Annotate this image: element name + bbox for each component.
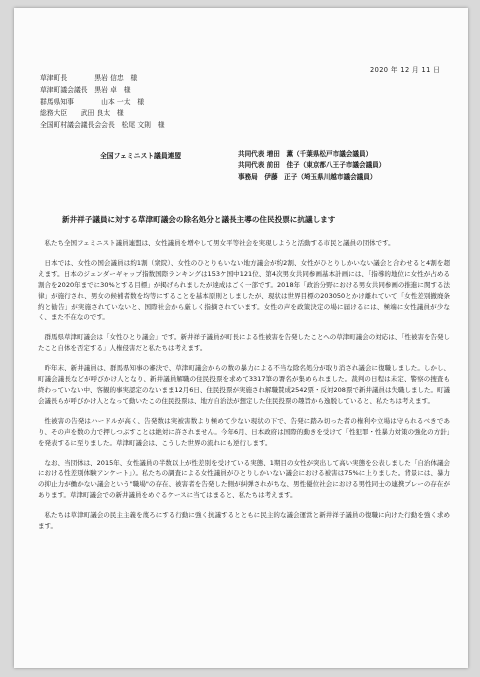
document-page (14, 8, 468, 668)
recipient-line: 総務大臣 武田 良太 様 (40, 109, 124, 118)
recipient-line: 草津町長 黒岩 信忠 様 (40, 74, 138, 82)
document-body (38, 238, 450, 541)
recipient-line: 群馬県知事 山本 一太 様 (40, 97, 145, 106)
contact-line: 共同代表 増田 薫（千葉県松戸市議会議員） (238, 150, 373, 158)
contact-line: 共同代表 前田 佳子（東京都八王子市議会議員） (238, 161, 386, 170)
sender-organization: 全国フェミニスト議員連盟 (100, 152, 182, 160)
body-paragraph: 私たちは草津町議会の民主主義を蔑ろにする行動に強く抗議するとともに民主的な議会運営と新井祥子議員の復職に向けた行動を強く求めます。 (38, 511, 450, 531)
document-date: 2020 年 12 月 11 日 (370, 66, 441, 74)
document-title: 新井祥子議員に対する草津町議会の除名処分と議長主導の住民投票に抗議します (62, 215, 336, 224)
body-paragraph: 日本では、女性の国会議員は約1割（衆院）、女性のひとりもいない地方議会が約2割、女性がひとりしかいない議会と合わせると4割を超えます。日本のジェンダーギャップ指数国際ランキングは153ケ国中121位、第4次男女共同参画基本計画には、「指導的地位に女性が占める割合を2020年までに30%とする目標」が掲げられましたが達成はごく一部です。2018年「政治分野における男女共同参画の推進に関する法律」が施行され、男女の候補者数を均等にすることを基本原則としましたが、現状は世界目標の203050とかけ離れていて「女性差別撤廃条約と勧告」が実施されていないと、国際社会から厳しく指摘されています。女性の声を政策決定の場に届けるには、極端に女性議員が少なく、また不在なのです。 (38, 258, 450, 322)
contact-line: 事務局 伊藤 正子（埼玉県川越市議会議員） (238, 172, 377, 181)
sender-contacts (238, 149, 385, 183)
recipient-line: 全国町村議会議長会会長 松尾 文則 様 (40, 121, 165, 130)
body-paragraph: 群馬県草津町議会は「女性ひとり議会」です。新井祥子議員が町長による性被害を告発したことへの草津町議会の対応は、「性被害を告発したこと自体を否定する」人権侵害だと私たちは考えます。 (38, 333, 450, 353)
body-paragraph: 性被害の告発はハードルが高く、告発数は実被害数より極めて少ない現状の下で、告発に踏み切った者の権利や立場は守られるべきであり、その声を数の力で押しつぶすことは絶対に許されません。今年6月、日本政府は国際的動きを受けて「性犯罪・性暴力対策の強化の方針」を発表するに至りました。草津町議会は、こうした世界の流れにも逆行します。 (38, 416, 450, 447)
recipient-list (40, 73, 165, 132)
body-paragraph: 私たち全国フェミニスト議員連盟は、女性議員を増やして男女平等社会を実現しようと活動する市民と議員の団体です。 (44, 239, 395, 247)
recipient-line: 草津町議会議長 黒岩 卓 様 (40, 85, 131, 94)
body-paragraph: 昨年末、新井議員は、群馬県知事の審決で、草津町議会からの数の暴力による不当な除名処分が取り消され議会に復職しました。しかし、町議会議長などが呼びかけ人となり、新井議員解職の住民投票を求めて3317筆の署名が集められました。裁判の日程は未定、警察の捜査も終わっていない中、客観的事実認定のないまま12月6日、住民投票が実施され解職賛成2542票・反対208票で新井議員は失職しました。町議会議長らが呼びかけ人となって動いたこの住民投票は、地方自治法が想定した住民投票の趣旨から逸脱していると、私たちは考えます。 (38, 364, 450, 405)
body-paragraph: なお、当団体は、2015年、女性議員の半数以上が性差別を受けている実態、1期目の女性が突出して高い実態を公表しました「自治体議会における性差別体験アンケート」）。私たちの調査による女性議員がひとりしかいない議会における被害は75%に上りました。背景には、暴力の抑止力が働かない議会という"職場"の存在、被害者を告発した側が糾弾されがちな、男性優位社会における男性同士の連携プレーの存在があります。草津町議会での新井議員をめぐるケースに当てはまると、私たちは考えます。 (38, 458, 450, 500)
